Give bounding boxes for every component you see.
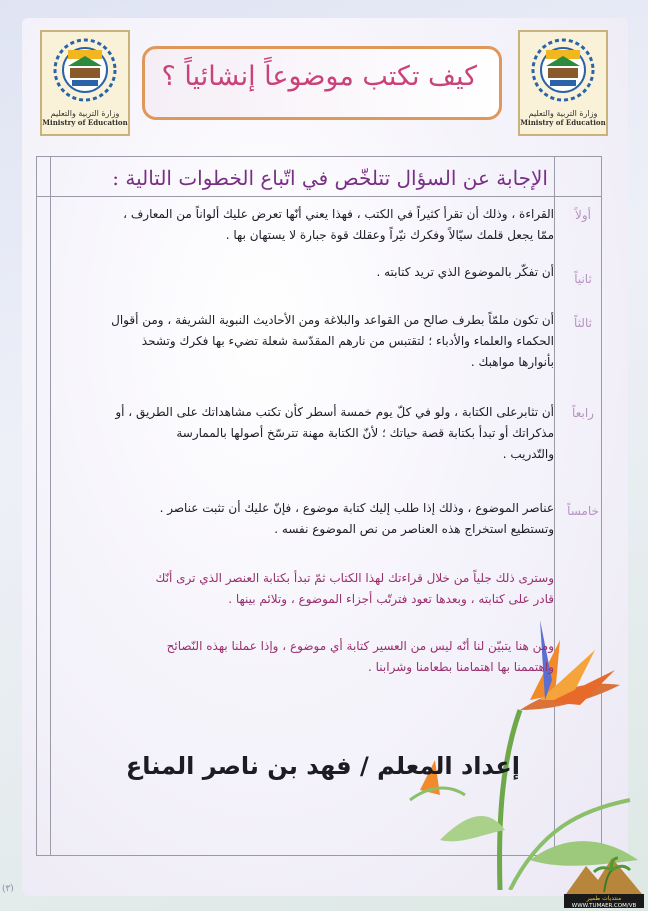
paragraph-line: أن تفكّر بالموضوع الذي تريد كتابته . [376,265,554,279]
step-paragraph-2 [46,262,554,283]
paragraph-line: وسترى ذلك جلياً من خلال قراءتك لهذا الكتاب ثمّ تبدأ بكتابة العنصر الذي ترى أنّك [155,571,554,585]
step-paragraph-3 [46,310,554,373]
paragraph-line: ومن هنا يتبيّن لنا أنّه ليس من العسير كتابة أي موضوع ، وإذا عملنا بهذه النّصائح [166,639,554,653]
ordinal-second: ثانياً [574,272,592,286]
page-title: كيف تكتب موضوعاً إنشائياً ؟ [161,61,477,92]
ministry-logo-left [40,30,130,136]
step-paragraph-5 [46,498,554,540]
paragraph-line: والتّدريب . [502,447,554,461]
paragraph-line: عناصر الموضوع ، وذلك إذا طلب إليك كتابة موضوع ، فإنّ عليك أن تثبت عناصر . [159,501,554,515]
ordinal-fifth: خامساً [567,504,599,518]
paragraph-line: مذكراتك أو تبدأ بكتابة قصة حياتك ؛ لأنّ الكتابة مهنة تترسّخ أصولها بالممارسة [176,426,554,440]
author-signature: إعداد المعلم / فهد بن ناصر المناع [125,752,520,780]
logo-arabic-text: وزارة التربية والتعليم [528,109,598,118]
logo-english-text: Ministry of Education [42,118,128,127]
ministry-emblem-icon [528,36,598,108]
closing-paragraph-1 [46,568,554,610]
title-banner [142,46,502,120]
paragraph-line: بأنوارها مواهبك . [470,355,554,369]
paragraph-line: وتستطيع استخراج هذه العناصر من نص الموضوع نفسه . [274,522,554,536]
heading-divider [36,196,602,197]
paragraph-line: أن تكون ملمّاً بطرف صالح من القواعد والبلاغة ومن الأحاديث النبوية الشريفة ، ومن أقوال [111,313,554,327]
page-number: (٣) [1,883,15,895]
paragraph-line: قادر على كتابته ، وبعدها تعود فترتّب أجزاء الموضوع ، وتلائم بينها . [228,592,554,606]
ordinal-fourth: رابعاً [572,406,594,420]
paragraph-line: ممّا يجعل قلمك سيّالاً وفكرك نيّراً وعقلك قوة جبارة لا يستهان بها . [225,228,554,242]
ordinal-first: أولاً [575,208,591,222]
step-paragraph-4 [46,402,554,465]
closing-paragraph-2 [46,636,554,678]
step-paragraph-1 [46,204,554,246]
forum-watermark-logo [564,852,644,908]
ministry-emblem-icon [50,36,120,108]
paragraph-line: أن تثابرعلى الكتابة ، ولو في كلّ يوم خمسة أسطر كأن تكتب مشاهداتك على الطريق ، أو [115,405,554,419]
logo-arabic-text: وزارة التربية والتعليم [50,109,120,118]
paragraph-line: القراءة ، وذلك أن تقرأ كثيراً في الكتب ، فهذا يعني أنّها تعرض عليك ألواناً من المعارف ، [123,207,554,221]
watermark-url-text: WWW.TUMAER.COM/VB [571,903,637,908]
paragraph-line: واهتممنا بها اهتمامنا بطعامنا وشرابنا . [368,660,554,674]
logo-english-text: Ministry of Education [520,118,606,127]
watermark-arabic-text: منتديات طمير [586,895,622,902]
answer-heading: الإجابة عن السؤال تتلخّص في اتّباع الخطوات التالية : [112,166,548,190]
paragraph-line: الحكماء والعلماء والأدباء ؛ لتقتبس من نارهم المقدّسة شعلة تضيء بها فكرك وتشحذ [141,334,554,348]
ministry-logo-right [518,30,608,136]
ordinal-third: ثالثاً [574,316,592,330]
